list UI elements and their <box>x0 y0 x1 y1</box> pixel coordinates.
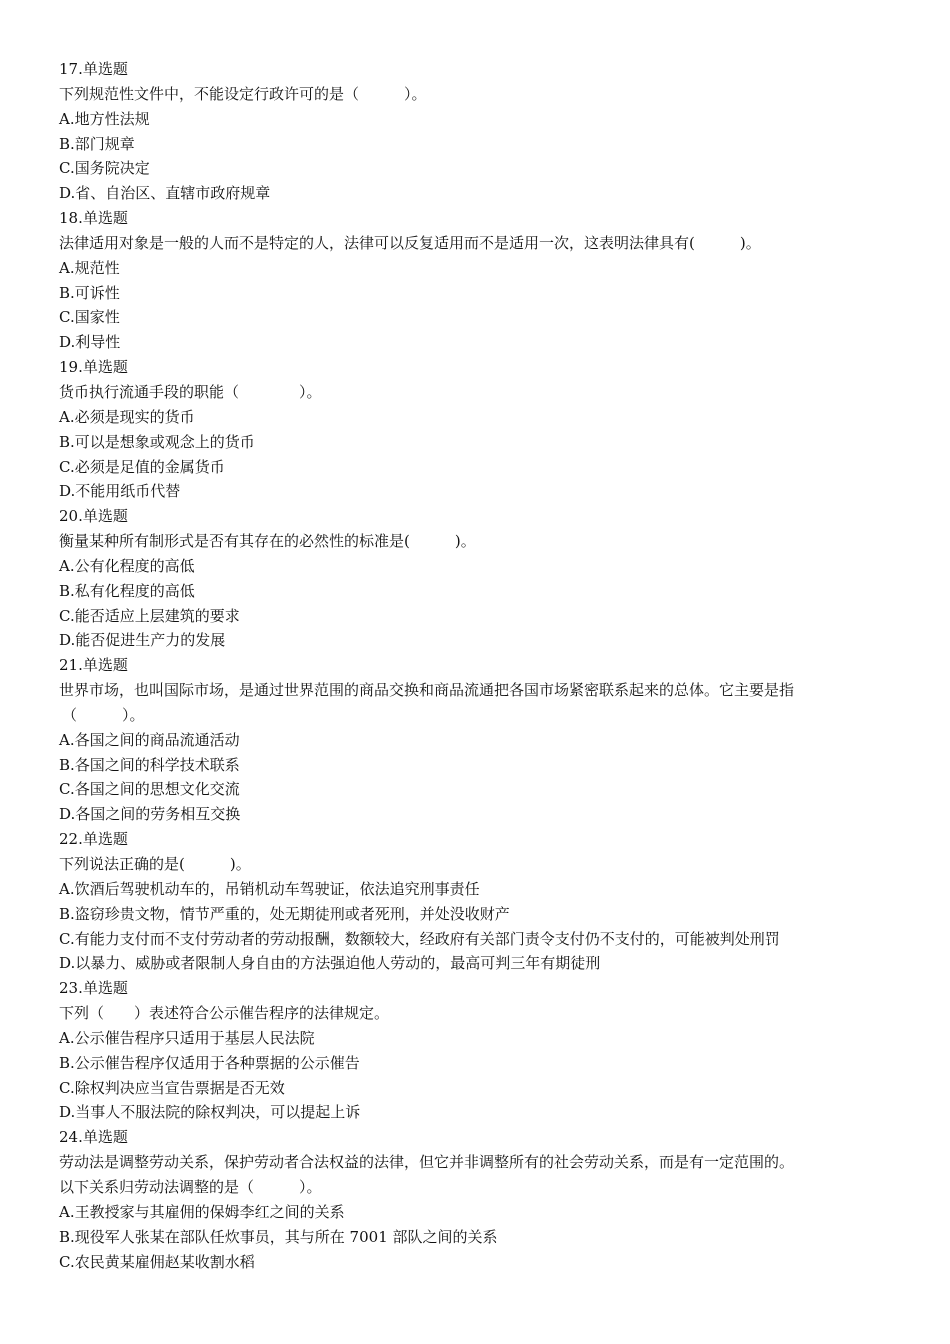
question-23 <box>59 976 889 1125</box>
option-d: D.当事人不服法院的除权判决，可以提起上诉 <box>59 1103 361 1122</box>
question-stem: 下列（ ）表述符合公示催告程序的法律规定。 <box>59 1004 390 1023</box>
option-b: B.可诉性 <box>59 283 120 302</box>
option-c: C.农民黄某雇佣赵某收割水稻 <box>59 1252 255 1271</box>
option-c: C.各国之间的思想文化交流 <box>59 780 240 799</box>
option-c: C.除权判决应当宣告票据是否无效 <box>59 1078 285 1097</box>
option-c: C.必须是足值的金属货币 <box>59 457 225 476</box>
option-a: A.王教授家与其雇佣的保姆李红之间的关系 <box>59 1202 345 1221</box>
option-c: C.能否适应上层建筑的要求 <box>59 606 240 625</box>
option-a: A.规范性 <box>59 258 120 277</box>
question-type: 21.单选题 <box>59 656 128 675</box>
question-stem: 劳动法是调整劳动关系，保护劳动者合法权益的法律，但它并非调整所有的社会劳动关系，而是有一定范围的。 <box>59 1153 795 1172</box>
option-a: A.公示催告程序只适用于基层人民法院 <box>59 1028 315 1047</box>
question-stem: 世界市场，也叫国际市场，是通过世界范围的商品交换和商品流通把各国市场紧密联系起来的总体。它主要是指 <box>59 681 795 700</box>
question-17 <box>59 57 889 206</box>
question-stem-continued: 以下关系归劳动法调整的是（ ）。 <box>59 1177 322 1196</box>
question-type: 17.单选题 <box>59 60 128 78</box>
option-b: B.各国之间的科学技术联系 <box>59 755 240 774</box>
option-a: A.地方性法规 <box>59 109 150 128</box>
option-b: B.部门规章 <box>59 134 135 153</box>
question-type: 22.单选题 <box>59 830 128 849</box>
option-c: C.国家性 <box>59 308 120 327</box>
question-18 <box>59 206 889 355</box>
question-24 <box>59 1125 889 1274</box>
option-d: D.以暴力、威胁或者限制人身自由的方法强迫他人劳动的，最高可判三年有期徒刑 <box>59 954 601 973</box>
option-b: B.公示催告程序仅适用于各种票据的公示催告 <box>59 1053 360 1072</box>
question-type: 24.单选题 <box>59 1128 128 1147</box>
question-stem: 下列规范性文件中，不能设定行政许可的是（ ）。 <box>59 84 427 103</box>
question-stem: 法律适用对象是一般的人而不是特定的人，法律可以反复适用而不是适用一次，这表明法律具有( )。 <box>59 233 761 252</box>
option-b: B.盗窃珍贵文物，情节严重的，处无期徒刑或者死刑，并处没收财产 <box>59 904 510 923</box>
question-type: 18.单选题 <box>59 209 128 228</box>
question-20 <box>59 504 889 653</box>
option-d: D.能否促进生产力的发展 <box>59 631 226 650</box>
option-c: C.国务院决定 <box>59 159 150 178</box>
question-stem-continued: （ ）。 <box>62 705 145 724</box>
option-b: B.可以是想象或观念上的货币 <box>59 432 255 451</box>
option-a: A.必须是现实的货币 <box>59 407 195 426</box>
question-type: 23.单选题 <box>59 979 128 998</box>
question-21 <box>59 653 889 827</box>
question-type: 19.单选题 <box>59 358 128 377</box>
option-b: B.现役军人张某在部队任炊事员，其与所在 7001 部队之间的关系 <box>59 1227 498 1246</box>
question-22 <box>59 827 889 976</box>
option-a: A.公有化程度的高低 <box>59 556 195 575</box>
question-stem: 衡量某种所有制形式是否有其存在的必然性的标准是( )。 <box>59 532 476 551</box>
question-19 <box>59 355 889 504</box>
question-stem: 货币执行流通手段的职能（ ）。 <box>59 382 322 401</box>
option-d: D.省、自治区、直辖市政府规章 <box>59 184 271 203</box>
option-b: B.私有化程度的高低 <box>59 581 195 600</box>
exam-document <box>59 57 889 1274</box>
option-d: D.利导性 <box>59 333 121 352</box>
option-d: D.各国之间的劳务相互交换 <box>59 805 241 824</box>
option-a: A.饮酒后驾驶机动车的，吊销机动车驾驶证，依法追究刑事责任 <box>59 879 480 898</box>
question-stem: 下列说法正确的是( )。 <box>59 855 251 873</box>
option-a: A.各国之间的商品流通活动 <box>59 730 240 749</box>
option-d: D.不能用纸币代替 <box>59 482 181 501</box>
option-c: C.有能力支付而不支付劳动者的劳动报酬，数额较大，经政府有关部门责令支付仍不支付的，可能被判处刑罚 <box>59 929 780 948</box>
question-type: 20.单选题 <box>59 507 128 526</box>
